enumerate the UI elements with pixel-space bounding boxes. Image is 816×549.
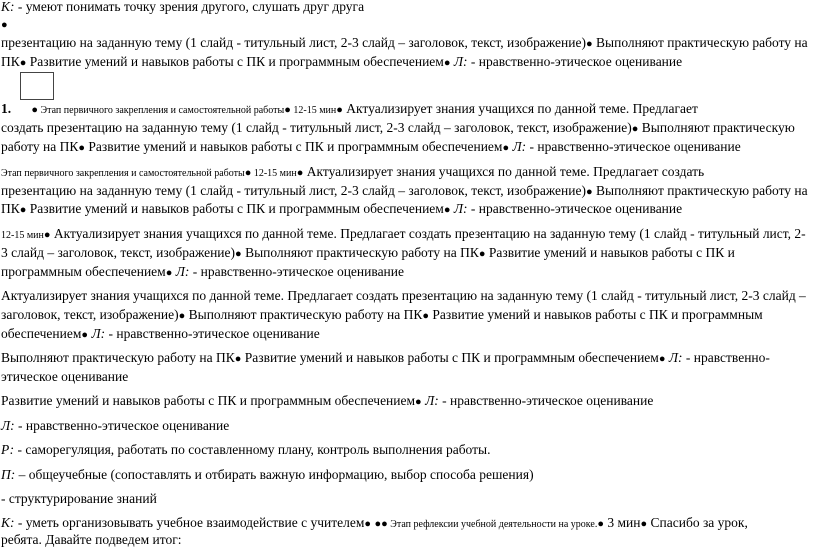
bullet-icon: ● [296,167,304,179]
bullet-icon: ● [81,329,89,341]
text: Выполняют практическую работу на [592,35,808,50]
bullet-icon: ● [597,518,604,530]
label-l: Л: [172,264,190,279]
bullet-icon: ● [43,229,51,241]
label-k: К: [1,515,15,530]
section-2-line-3 [1,199,813,220]
text: Развитие умений и навыков работы с ПК и программным обеспечением [85,139,503,154]
section-regulative [1,440,813,459]
bullet-icon: ● [443,57,451,69]
bullet-icon: ● [19,204,27,216]
text: Развитие умений и навыков работы с ПК и программным [429,307,763,322]
text: программным обеспечением [1,264,166,279]
stage-name: Этап первичного закрепления и самостоятельной работы [38,105,285,116]
bullet-icon: ● [422,310,430,322]
label-p: П: [1,467,16,482]
bullet-icon: ● [478,248,486,260]
bullet-line [1,14,813,35]
text: презентацию на заданную тему (1 слайд - титульный лист, 2-3 слайд – заголовок, текст, изображение) [1,35,586,50]
text: - нравственно- [682,350,770,365]
bullet-icon: ● [415,396,422,408]
bullet-icon: ● [1,19,8,31]
section-1-line-3 [1,137,813,158]
bullet-icon: ● [31,104,39,116]
section-3-line-1 [1,224,813,245]
text: – общеучебные (сопоставлять и отбирать важную информацию, выбор способа решения) [15,467,534,482]
stage-time: 12-15 мин [251,168,297,179]
text: - нравственно-этическое оценивание [438,393,654,408]
text: заголовок, текст, изображение) [1,307,179,322]
text: Выполняют практическую работу на ПК [185,307,423,322]
bullet-icon: ● [631,123,639,135]
section-1-line-2 [1,118,813,139]
bullet-icon: ● [381,518,388,530]
bullet-icon: ● [364,518,372,530]
text: работу на ПК [1,139,79,154]
text: - структурирование знаний [1,491,157,506]
label-r: Р: [1,442,15,457]
label-l: Л: [450,54,468,69]
text: - нравственно-этическое оценивание [14,418,230,433]
label-l: Л: [1,418,15,433]
text: презентацию на заданную тему (1 слайд - титульный лист, 2-3 слайд – заголовок, текст, изображение) [1,183,586,198]
label-k: К: [1,0,15,14]
text: - нравственно-этическое оценивание [526,139,741,154]
text: - нравственно-этическое оценивание [467,54,683,69]
text: - нравственно-этическое оценивание [467,201,683,216]
text: Развитие умений и навыков работы с ПК и программным обеспечением [241,350,659,365]
bullet-icon: ● [178,310,186,322]
bullet-icon: ● [443,204,451,216]
text: Актуализирует знания учащихся по данной теме. Предлагает создать презентацию на заданную тему (1 слайд - титульный лист, 2- [50,226,806,241]
text: ПК [1,54,20,69]
text: - нравственно-этическое оценивание [189,264,404,279]
paragraph-1-line-1 [1,33,813,54]
text: 3 слайд – заголовок, текст, изображение) [1,245,236,260]
text: - саморегуляция, работать по составленному плану, контроль выполнения работы. [14,442,491,457]
text: Развитие умений и навыков работы с ПК и программным обеспечением [1,393,416,408]
bullet-icon: ● [502,142,510,154]
text: Развитие умений и навыков работы с ПК и [485,245,735,260]
paragraph-1-line-2 [1,52,813,73]
text: Актуализирует знания учащихся по данной теме. Предлагает [342,101,698,116]
label-l: Л: [421,393,439,408]
text: - уметь организовывать учебное взаимодействие с учителем [14,515,365,530]
text: создать презентацию на заданную тему (1 слайд - титульный лист, 2-3 слайд – заголовок, текст, изображение) [1,120,632,135]
section-3-line-2 [1,243,813,264]
bullet-icon: ● [235,248,242,260]
bullet-icon: ● [284,104,291,116]
text: Выполняют практическую работу на ПК [1,350,235,365]
bullet-icon: ● [336,104,343,116]
text: обеспечением [1,326,82,341]
text: - умеют понимать точку зрения другого, слушать друг друга [14,0,365,14]
text: 3 мин [604,515,641,530]
text: этическое оценивание [1,369,129,384]
stage-time: 12-15 мин [1,230,44,241]
label-l: Л: [509,139,527,154]
section-5-line-2 [1,367,813,386]
item-number: 1. [1,101,12,116]
section-communicative-line-2 [1,530,813,549]
text: Актуализирует знания учащихся по данной теме. Предлагает создать презентацию на заданную тему (1 слайд - титульный лист, 2-3 слайд – [1,288,806,303]
bullet-icon: ● [585,186,593,198]
bullet-icon: ● [78,142,86,154]
section-5-line-1 [1,348,813,369]
stage-time: 12-15 мин [290,105,337,116]
label-l: Л: [88,326,106,341]
bullet-icon: ● [585,38,593,50]
section-4-line-2 [1,305,813,326]
section-3-line-3 [1,262,813,283]
section-4-line-3 [1,324,813,345]
section-4-line-1 [1,286,813,305]
text: - нравственно-этическое оценивание [105,326,320,341]
text: Выполняют практическую работу на ПК [241,245,479,260]
section-2-line-1 [1,162,813,183]
section-1-line-1 [1,99,813,120]
text: Выполняют практическую [638,120,795,135]
label-l: Л: [450,201,468,216]
text: Спасибо за урок, [647,515,748,530]
bullet-icon: ● [374,518,382,530]
text: Выполняют практическую работу на [592,183,808,198]
bullet-icon: ● [165,267,173,279]
bullet-icon: ● [244,167,252,179]
section-7 [1,416,813,435]
text: ПК [1,201,20,216]
bullet-icon: ● [19,57,27,69]
text: Развитие умений и навыков работы с ПК и программным обеспечением [26,54,444,69]
label-l: Л: [665,350,683,365]
section-structuring [1,489,813,508]
text: Развитие умений и навыков работы с ПК и программным обеспечением [26,201,444,216]
empty-image-placeholder [20,72,54,100]
bullet-icon: ● [234,353,242,365]
stage-name: Этап рефлексии учебной деятельности на уроке. [387,519,598,530]
text: Актуализирует знания учащихся по данной теме. Предлагает создать [303,164,705,179]
bullet-icon: ● [640,518,648,530]
section-cognitive [1,465,813,484]
bullet-icon: ● [658,353,666,365]
text: ребята. Давайте подведем итог: [1,532,182,547]
section-6 [1,391,813,412]
stage-name: Этап первичного закрепления и самостоятельной работы [1,168,245,179]
